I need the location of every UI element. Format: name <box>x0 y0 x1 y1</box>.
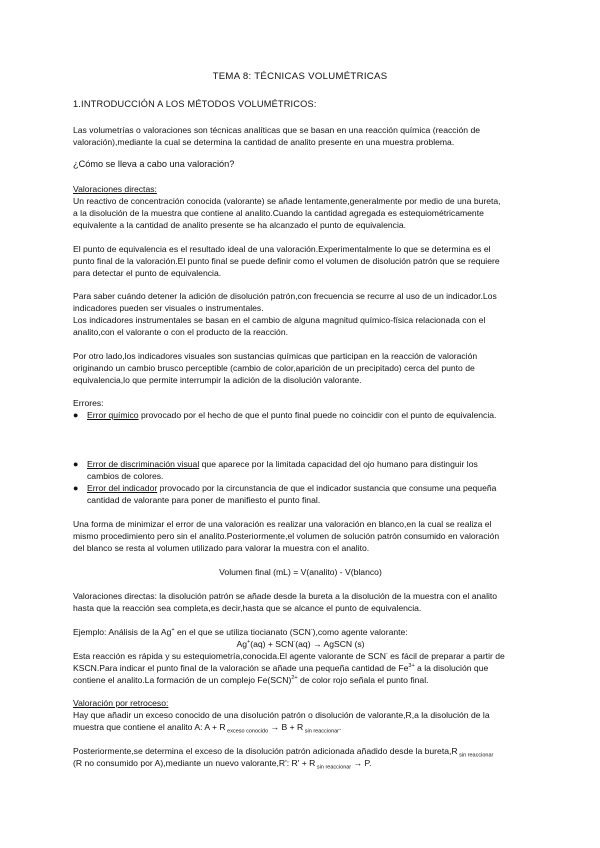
page-title: TEMA 8: TÉCNICAS VOLUMÉTRICAS <box>212 71 388 82</box>
direct-paragraph: Un reactivo de concentración conocida (valorante) se añade lentamente,generalmente por medio de una bureta, a la disolución de la muestra que contiene al analito.Cuando la cantidad agregada es estequiométricamente equivalente a la cantidad de analito presente se ha alcanzado el punto de equivalencia. <box>73 196 501 230</box>
bullet-icon: ● <box>73 483 79 493</box>
indicator-paragraph: Para saber cuándo detener la adición de disolución patrón,con frecuencia se recurre al uso de un indicador.Los indicadores pueden ser visuales o instrumentales. Los indicadores instrumentales se basan en el cambio de alguna magnitud químico-física relacionada con el analito,con el valorante o con el producto de la reacción. <box>73 291 497 337</box>
volume-formula: Volumen final (mL) = V(analito) - V(blanco) <box>219 567 382 577</box>
document-page: TEMA 8: TÉCNICAS VOLUMÉTRICAS 1.INTRODUCCIÓN A LOS MÉTODOS VOLUMÉTRICOS: Las volumetrías o valoraciones son técnicas analíticas que se basan en una reacción química (reacción de valoración),mediante la cual se determina la cantidad de analito presente en una muestra problema. ¿Cómo se lleva a cabo una valoración? Valoraciones directas: Un reactivo de concentración conocida (valorante) se añade lentamente,generalmente por medio de una bureta, a la disolución de la muestra que contiene al analito.Cuando la cantidad agregada es estequiométricamente equivalente a la cantidad de analito presente se ha alcanzado el punto de equivalencia. El punto de equivalencia es el resultado ideal de una valoración.Experimentalmente lo que se determina es el punto final de la valoración.El punto final se puede definir como el volumen de disolución patrón que se requiere para detectar el punto de equivalencia. Para saber cuándo detener la adición de disolución patrón,con frecuencia se recurre al uso de un indicador.Los indicadores pueden ser visuales o instrumentales. Los indicadores instrumentales se basan en el cambio de alguna magnitud químico-física relacionada con el analito,con el valorante o con el producto de la reacción. Por otro lado,los indicadores visuales son sustancias químicas que participan en la reacción de valoración originando un cambio brusco perceptible (cambio de color,aparición de un precipitado) cerca del punto de equivalencia,lo que permite interrumpir la adición de la disolución valorante. Errores: ● Error químico provocado por el hecho de que el punto final puede no coincidir con el punto de equivalencia. ● Error de discriminación visual que aparece por la limitada capacidad del ojo humano para distinguir los cambios de colores. ● Error del indicador provocado por la circunstancia de que el indicador sustancia que consume una pequeña cantidad de valorante para poner de manifiesto el punto final. Una forma de minimizar el error de una valoración es realizar una valoración en blanco,en la cual se realiza el mismo procedimiento pero sin el analito.Posteriormente,el volumen de solución patrón consumido en valoración del blanco se resta al volumen utilizado para valorar la muestra con el analito. Volumen final (mL) = V(analito) - V(blanco) Valoraciones directas: la disolución patrón se añade desde la bureta a la disolución de la muestra con el analito hasta que la reacción sea completa,es decir,hasta que se alcance el punto de equivalencia. Ejemplo: Análisis de la Ag+ en el que se utiliza tiocianato (SCN-),como agente valorante: Ag+(aq) + SCN-(aq) → AgSCN (s) Esta reacción es rápida y su estequiometría,conocida.El agente valorante de SCN- es fácil de preparar a partir de KSCN.Para indicar el punto final de la valoración se añade una pequeña cantidad de $Fe^{3+}$ a la disolución que contiene el analito.La formación de un complejo Fe(SCN)$^{2+}$ de color rojo señala el punto final. Valoración por retroceso: Hay que añadir un exceso conocido de una disolución patrón o disolución de valorante,R,a la disolución de la muestra que contiene el analito A: A + R $_{exceso conocido}$ → B + R $_{sin reaccionar}$. Posteriormente,se determina el exceso de la disolución patrón adicionada añadido desde la bureta,R $_{sin reaccionar}$ (R no consumido por A),mediante un nuevo valorante,R': R' + R $_{sin reaccionar}$ → P. <box>0 0 600 848</box>
after-paragraph: Posteriormente,se determina el exceso de la disolución patrón adicionada añadido desde la bureta,R $_{sin reaccionar}$ (R no consumido por A),mediante un nuevo valorante,R': R' + R $_{sin reaccionar}$ → P. <box>73 746 494 771</box>
intro-paragraph: Las volumetrías o valoraciones son técnicas analíticas que se basan en una reacción química (reacción de valoración),mediante la cual se determina la cantidad de analito presente en una muestra problema. <box>73 125 481 147</box>
direct-titration-paragraph: Valoraciones directas: la disolución patrón se añade desde la bureta a la disolución de la muestra con el analito hasta que la reacción sea completa,es decir,hasta que se alcance el punto de equivalencia. <box>73 591 498 613</box>
direct-heading: Valoraciones directas: <box>73 184 157 194</box>
visual-indicator-paragraph: Por otro lado,los indicadores visuales son sustancias químicas que participan en la reacción de valoración originando un cambio brusco perceptible (cambio de color,aparición de un precipitado) cerca del punto de equivalencia,lo que permite interrumpir la adición de la disolución valorante. <box>73 351 478 385</box>
bullet-icon: ● <box>73 459 79 469</box>
example-heading: Ejemplo: Análisis de la Ag+ en el que se utiliza tiocianato (SCN-),como agente valorante: <box>73 627 408 637</box>
back-titration-heading: Valoración por retroceso: <box>73 698 169 708</box>
blank-titration-paragraph: Una forma de minimizar el error de una valoración es realizar una valoración en blanco,en la cual se realiza el mismo procedimiento pero sin el analito.Posteriormente,el volumen de solución patrón consumido en valoración del blanco se resta al volumen utilizado para valorar la muestra con el analito. <box>73 519 500 553</box>
bullet-icon: ● <box>73 410 79 420</box>
section-heading: 1.INTRODUCCIÓN A LOS MÉTODOS VOLUMÉTRICOS: <box>73 99 317 109</box>
reaction-paragraph: Esta reacción es rápida y su estequiometría,conocida.El agente valorante de SCN- es fácil de preparar a partir de KSCN.Para indicar el punto final de la valoración se añade una pequeña cantidad de $Fe^{3+}$ a la disolución que contiene el analito.La formación de un complejo Fe(SCN)$^{2+}$ de color rojo señala el punto final. <box>73 651 505 685</box>
question-text: ¿Cómo se lleva a cabo una valoración? <box>73 159 235 169</box>
equivalence-paragraph: El punto de equivalencia es el resultado ideal de una valoración.Experimentalmente lo que se determina es el punto final de la valoración.El punto final se puede definir como el volumen de disolución patrón que se requiere para detectar el punto de equivalencia. <box>73 244 500 278</box>
back-titration-paragraph: Hay que añadir un exceso conocido de una disolución patrón o disolución de valorante,R,a la disolución de la muestra que contiene el analito A: A + R $_{exceso conocido}$ → B + R $_{sin reaccionar}$. <box>73 710 490 735</box>
reaction-equation: Ag+(aq) + SCN-(aq) → AgSCN (s) <box>236 639 365 649</box>
errors-label: Errores: <box>73 398 104 408</box>
